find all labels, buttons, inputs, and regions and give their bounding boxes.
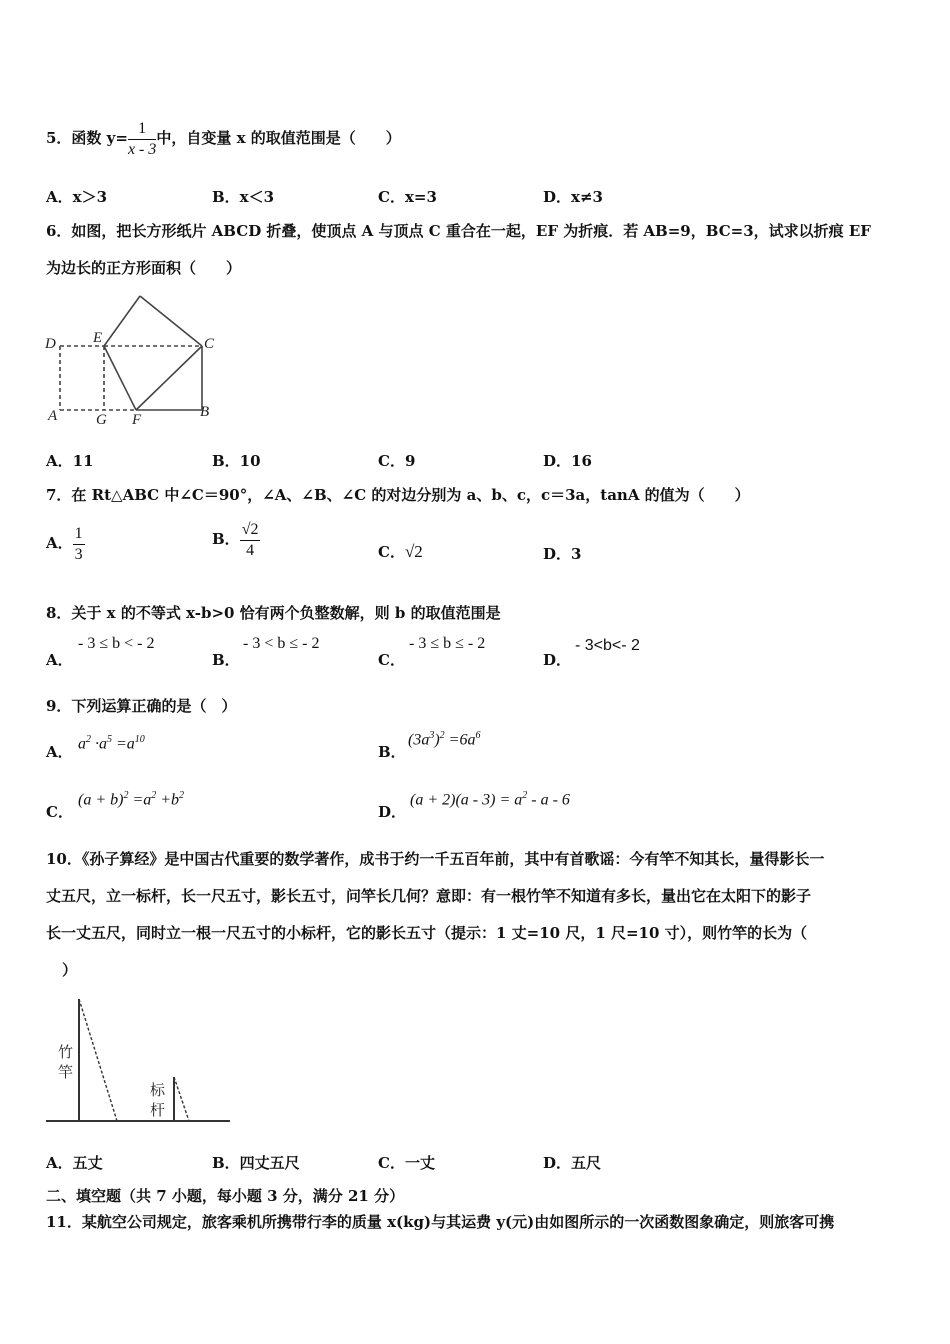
q5-stem [46, 108, 401, 168]
q9-a-eq: =a [116, 735, 135, 753]
q9-a-exp1: 2 [86, 734, 91, 745]
q11-line1: 11．某航空公司规定，旅客乘机所携带行李的质量 x(kg)与其运费 y(元)由如图所示的一次函数图象确定，则旅客可携 [46, 1213, 835, 1231]
q8-option-c-expr: - 3 ≤ b ≤ - 2 [409, 635, 486, 652]
q8-option-a-expr: - 3 ≤ b < - 2 [78, 635, 155, 652]
q9-c-plus: +b [160, 791, 180, 809]
q5-option-c[interactable]: C．x=3 [378, 188, 437, 206]
q5-frac-num: 1 [128, 119, 156, 140]
q9-d-rest: - a - 6 [531, 791, 570, 809]
q5-text-after: 中，自变量 x 的取值范围是（ ） [156, 129, 401, 147]
fig6-label-f: F [132, 412, 142, 428]
q9-stem: 9．下列运算正确的是（ ） [46, 697, 237, 715]
q6-option-a[interactable]: A．11 [46, 452, 94, 470]
q9-c-eq: =a [132, 791, 152, 809]
q7-option-a[interactable] [46, 521, 85, 565]
q6-option-b[interactable]: B．10 [212, 452, 261, 470]
q9-c-base: (a + b) [78, 791, 124, 809]
fig10-pole-label-2: 竿 [58, 1063, 74, 1081]
q7-option-b[interactable] [212, 517, 260, 561]
q8-option-b-expr: - 3 < b ≤ - 2 [243, 635, 320, 652]
q8-option-b-label[interactable]: B． [212, 651, 240, 669]
q9-option-a-label[interactable]: A． [46, 743, 73, 761]
fig6-line-top-c [140, 296, 202, 346]
fig6-line-e-top [104, 296, 140, 346]
q7-a-den: 3 [74, 545, 83, 563]
q7-stem: 7．在 Rt△ABC 中∠C＝90°，∠A、∠B、∠C 的对边分别为 a、b、c，c＝3a，tanA 的值为（ ） [46, 486, 750, 504]
q6-line1: 6．如图，把长方形纸片 ABCD 折叠，使顶点 A 与顶点 C 重合在一起，EF 为折痕．若 AB=9，BC=3，试求以折痕 EF [46, 222, 871, 240]
q10-line3: 长一丈五尺，同时立一根一尺五寸的小标杆，它的影长五寸（提示：1 丈=10 尺，1 尺=10 寸），则竹竿的长为（ [46, 924, 808, 942]
q9-b-exp1: 3 [429, 730, 435, 741]
fig6-label-b: B [200, 404, 210, 420]
q9-option-d-label[interactable]: D． [378, 803, 407, 821]
fig6-label-e: E [93, 330, 103, 346]
q10-option-a[interactable]: A．五丈 [46, 1154, 103, 1172]
q9-d-base: (a + 2)(a - 3) = a [410, 791, 523, 809]
fig10-rod-sunray [174, 1077, 189, 1121]
q10-option-b[interactable]: B．四丈五尺 [212, 1154, 300, 1172]
q8-option-c-label[interactable]: C． [378, 651, 405, 669]
q7-option-c-label: C． [378, 543, 405, 561]
q9-a-exp3: 10 [134, 734, 145, 745]
q7-option-d[interactable]: D．3 [543, 545, 582, 563]
q10-line1: 10．《孙子算经》是中国古代重要的数学著作，成书于约一千五百年前，其中有首歌谣：今有竿不知其长，量得影长一 [46, 850, 825, 868]
q6-option-c[interactable]: C．9 [378, 452, 416, 470]
q7-option-c[interactable] [378, 541, 423, 562]
q9-option-d-expr [410, 790, 570, 809]
q7-option-a-label: A． [46, 534, 73, 552]
q9-b-exp3: 6 [475, 730, 481, 741]
fig6-label-a: A [48, 408, 58, 424]
q9-a-dot: ·a [95, 735, 107, 753]
fig10-pole-sunray [79, 999, 117, 1121]
q9-option-c-label[interactable]: C． [46, 803, 73, 821]
fig10-rod-label-2: 杆 [150, 1101, 166, 1119]
q5-option-d[interactable]: D．x≠3 [543, 188, 603, 206]
q8-option-a-label[interactable]: A． [46, 651, 73, 669]
q9-b-base: (3a [408, 731, 430, 749]
q9-a-base: a [78, 735, 86, 753]
q6-rectangle-fold-figure [44, 290, 224, 430]
fig6-label-g: G [96, 412, 107, 428]
q9-a-exp2: 5 [107, 734, 112, 745]
q8-option-d-label[interactable]: D． [543, 651, 572, 669]
q9-c-exp2: 2 [151, 790, 157, 801]
q5-text-before: 5．函数 y= [46, 129, 128, 147]
q9-option-b-label[interactable]: B． [378, 743, 406, 761]
q7-option-a-fraction [73, 524, 85, 565]
fig10-rod-label-1: 标 [150, 1081, 166, 1099]
q5-fraction [128, 119, 156, 160]
q9-option-a-expr [78, 734, 145, 753]
q5-option-a[interactable]: A．x＞3 [46, 188, 108, 206]
q9-b-exp2: 2 [439, 730, 445, 741]
q5-frac-den: x - 3 [127, 140, 157, 158]
fig6-line-ef [104, 346, 136, 410]
section2-title: 二、填空题（共 7 小题，每小题 3 分，满分 21 分） [46, 1187, 405, 1205]
q5-option-b[interactable]: B．x＜3 [212, 188, 275, 206]
q10-option-d[interactable]: D．五尺 [543, 1154, 602, 1172]
q10-pole-shadow-figure [44, 995, 234, 1127]
q6-option-d[interactable]: D．16 [543, 452, 592, 470]
q7-option-b-label: B． [212, 530, 240, 548]
fig6-label-d: D [45, 336, 56, 352]
fig6-label-c: C [204, 336, 215, 352]
q7-a-num: 1 [73, 524, 85, 545]
fig6-line-fc [136, 346, 202, 410]
q7-b-den: 4 [246, 541, 255, 559]
q9-option-b-expr [408, 730, 480, 749]
q7-option-c-value: √2 [404, 542, 423, 561]
q9-b-close: ) [434, 731, 440, 749]
q8-option-d-expr: - 3<b<- 2 [575, 637, 640, 654]
q9-c-exp3: 2 [179, 790, 185, 801]
q9-d-exp1: 2 [522, 790, 528, 801]
q9-b-eq: =6a [448, 731, 476, 749]
q9-option-c-expr [78, 790, 184, 809]
q6-line2: 为边长的正方形面积（ ） [46, 259, 242, 277]
q10-line4: ） [62, 961, 78, 979]
fig10-pole-label-1: 竹 [58, 1043, 74, 1061]
q7-b-num: √2 [240, 520, 261, 541]
q9-c-exp1: 2 [123, 790, 129, 801]
q8-stem: 8．关于 x 的不等式 x-b>0 恰有两个负整数解，则 b 的取值范围是 [46, 604, 501, 622]
q10-option-c[interactable]: C．一丈 [378, 1154, 435, 1172]
q10-line2: 丈五尺，立一标杆，长一尺五寸，影长五寸，问竿长几何？意即：有一根竹竿不知道有多长，量出它在太阳下的影子 [46, 887, 812, 905]
q7-option-b-fraction [240, 520, 261, 561]
